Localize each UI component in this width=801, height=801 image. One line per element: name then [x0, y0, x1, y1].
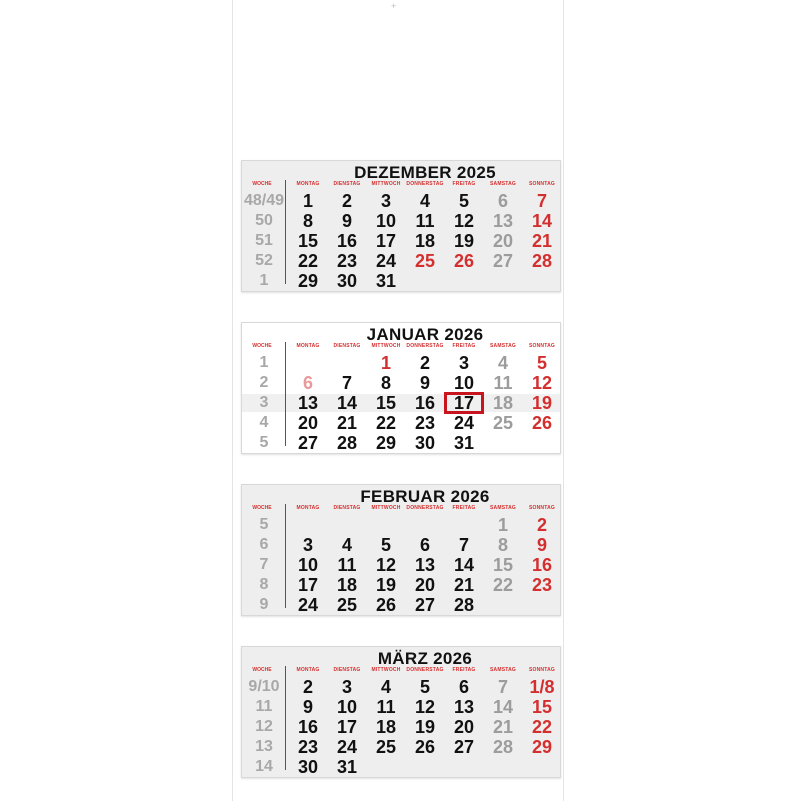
weekday-header: DONNERSTAG — [406, 181, 444, 187]
month-block — [241, 160, 561, 292]
day-cell: 5 — [380, 535, 391, 555]
day-cell: 2 — [341, 191, 352, 211]
week-number: 14 — [255, 758, 273, 775]
day-cell: 26 — [414, 737, 436, 757]
weekday-header: FREITAG — [452, 667, 476, 673]
day-cell: 21 — [336, 413, 358, 433]
day-cell: 28 — [531, 251, 553, 271]
day-cell: 14 — [531, 211, 553, 231]
weekday-header: SONNTAG — [528, 505, 556, 511]
weekday-header: SAMSTAG — [489, 343, 517, 349]
week-number: 9 — [259, 596, 269, 613]
day-cell: 18 — [492, 393, 514, 413]
day-cell: 26 — [453, 251, 475, 271]
day-cell: 23 — [336, 251, 358, 271]
day-cell: 8 — [497, 535, 508, 555]
date-marker-slider[interactable] — [444, 392, 484, 414]
day-cell: 3 — [302, 535, 313, 555]
week-number: 4 — [259, 414, 269, 431]
day-cell: 23 — [414, 413, 436, 433]
day-cell: 20 — [414, 575, 436, 595]
day-cell: 22 — [375, 413, 397, 433]
day-cell: 8 — [302, 211, 313, 231]
weekday-header: FREITAG — [452, 181, 476, 187]
day-cell: 31 — [453, 433, 475, 453]
weekday-header: SAMSTAG — [489, 181, 517, 187]
day-cell: 31 — [336, 757, 358, 777]
day-cell: 14 — [492, 697, 514, 717]
day-cell: 19 — [453, 231, 475, 251]
week-number: 9/10 — [248, 678, 280, 695]
day-cell: 31 — [375, 271, 397, 291]
day-cell: 14 — [453, 555, 475, 575]
day-cell: 24 — [336, 737, 358, 757]
day-cell: 24 — [297, 595, 319, 615]
day-cell: 5 — [536, 353, 547, 373]
day-cell: 6 — [419, 535, 430, 555]
day-cell: 1 — [302, 191, 313, 211]
day-cell: 3 — [380, 191, 391, 211]
day-cell: 2 — [302, 677, 313, 697]
day-cell: 5 — [419, 677, 430, 697]
day-cell: 16 — [336, 231, 358, 251]
day-cell: 1 — [497, 515, 508, 535]
month-title: DEZEMBER 2025 — [354, 163, 496, 182]
week-number: 52 — [255, 252, 273, 269]
week-separator-line — [285, 504, 286, 608]
weekday-header: MONTAG — [296, 667, 320, 673]
day-cell: 22 — [531, 717, 553, 737]
day-cell: 17 — [297, 575, 319, 595]
day-cell: 18 — [375, 717, 397, 737]
weekday-header: FREITAG — [452, 343, 476, 349]
day-cell: 30 — [336, 271, 358, 291]
weekday-header: DONNERSTAG — [406, 505, 444, 511]
hanger-hook-icon: + — [391, 1, 397, 11]
day-cell: 2 — [419, 353, 430, 373]
weekday-header: DIENSTAG — [333, 181, 361, 187]
day-cell: 7 — [341, 373, 352, 393]
weekday-header: FREITAG — [452, 505, 476, 511]
week-number: 48/49 — [244, 192, 285, 209]
week-column-header: WOCHE — [252, 181, 272, 187]
month-block — [241, 484, 561, 616]
day-cell: 11 — [415, 211, 435, 231]
day-cell: 19 — [531, 393, 553, 413]
day-cell: 11 — [493, 373, 513, 393]
day-cell: 15 — [531, 697, 553, 717]
week-number: 6 — [259, 536, 269, 553]
day-cell: 8 — [380, 373, 391, 393]
day-cell: 16 — [297, 717, 319, 737]
week-number: 13 — [255, 738, 273, 755]
day-cell: 23 — [297, 737, 319, 757]
day-cell: 6 — [458, 677, 469, 697]
day-cell: 30 — [297, 757, 319, 777]
week-column-header: WOCHE — [252, 343, 272, 349]
day-cell: 13 — [297, 393, 319, 413]
weekday-header: DIENSTAG — [333, 667, 361, 673]
day-cell: 27 — [492, 251, 514, 271]
day-cell: 25 — [336, 595, 358, 615]
day-cell: 1 — [380, 353, 391, 373]
month-title: JANUAR 2026 — [366, 325, 484, 344]
day-cell: 12 — [375, 555, 397, 575]
day-cell: 29 — [531, 737, 553, 757]
day-cell: 17 — [375, 231, 397, 251]
day-cell: 12 — [531, 373, 553, 393]
weekday-header: MONTAG — [296, 181, 320, 187]
day-cell: 11 — [376, 697, 396, 717]
month-block — [241, 322, 561, 454]
week-column-header: WOCHE — [252, 505, 272, 511]
week-number: 5 — [259, 434, 269, 451]
day-cell: 27 — [414, 595, 436, 615]
day-cell: 19 — [375, 575, 397, 595]
day-cell: 3 — [458, 353, 469, 373]
day-cell: 15 — [375, 393, 397, 413]
day-cell: 7 — [536, 191, 547, 211]
weekday-header: SONNTAG — [528, 343, 556, 349]
day-cell: 28 — [453, 595, 475, 615]
day-cell: 28 — [336, 433, 358, 453]
week-number: 8 — [259, 576, 269, 593]
day-cell: 1/8 — [529, 677, 555, 697]
day-cell: 11 — [337, 555, 357, 575]
day-cell: 16 — [414, 393, 436, 413]
day-cell: 20 — [453, 717, 475, 737]
day-cell: 9 — [419, 373, 430, 393]
month-title: FEBRUAR 2026 — [360, 487, 490, 506]
day-cell: 9 — [302, 697, 313, 717]
week-number: 11 — [255, 698, 273, 715]
month-block — [241, 646, 561, 778]
day-cell: 9 — [536, 535, 547, 555]
weekday-header: SONNTAG — [528, 181, 556, 187]
day-cell: 13 — [414, 555, 436, 575]
day-cell: 6 — [302, 373, 313, 393]
day-cell: 17 — [453, 393, 475, 413]
weekday-header: MONTAG — [296, 505, 320, 511]
day-cell: 24 — [453, 413, 475, 433]
day-cell: 4 — [497, 353, 508, 373]
day-cell: 12 — [414, 697, 436, 717]
day-cell: 17 — [336, 717, 358, 737]
week-separator-line — [285, 342, 286, 446]
month-title: MÄRZ 2026 — [377, 649, 473, 668]
day-cell: 4 — [341, 535, 352, 555]
day-cell: 4 — [380, 677, 391, 697]
day-cell: 9 — [341, 211, 352, 231]
day-cell: 12 — [453, 211, 475, 231]
week-separator-line — [285, 180, 286, 284]
day-cell: 21 — [531, 231, 553, 251]
week-number: 50 — [255, 212, 273, 229]
weekday-header: MITTWOCH — [371, 343, 401, 349]
day-cell: 20 — [297, 413, 319, 433]
day-cell: 26 — [531, 413, 553, 433]
day-cell: 15 — [492, 555, 514, 575]
week-number: 3 — [259, 394, 269, 411]
weekday-header: MITTWOCH — [371, 667, 401, 673]
day-cell: 7 — [458, 535, 469, 555]
week-number: 1 — [259, 272, 269, 289]
week-column-header: WOCHE — [252, 667, 272, 673]
day-cell: 19 — [414, 717, 436, 737]
weekday-header: DIENSTAG — [333, 343, 361, 349]
day-cell: 26 — [375, 595, 397, 615]
weekday-header: MITTWOCH — [371, 505, 401, 511]
week-number: 2 — [259, 374, 269, 391]
day-cell: 4 — [419, 191, 430, 211]
day-cell: 22 — [492, 575, 514, 595]
day-cell: 18 — [414, 231, 436, 251]
week-number: 1 — [259, 354, 269, 371]
day-cell: 13 — [492, 211, 514, 231]
day-cell: 29 — [297, 271, 319, 291]
day-cell: 16 — [531, 555, 553, 575]
day-cell: 13 — [453, 697, 475, 717]
week-separator-line — [285, 666, 286, 770]
week-number: 7 — [259, 556, 269, 573]
weekday-header: DONNERSTAG — [406, 667, 444, 673]
day-cell: 14 — [336, 393, 358, 413]
day-cell: 29 — [375, 433, 397, 453]
weekday-header: MITTWOCH — [371, 181, 401, 187]
day-cell: 5 — [458, 191, 469, 211]
day-cell: 10 — [375, 211, 397, 231]
week-number: 12 — [255, 718, 273, 735]
day-cell: 18 — [336, 575, 358, 595]
weekday-header: SAMSTAG — [489, 667, 517, 673]
week-number: 5 — [259, 516, 269, 533]
weekday-header: DIENSTAG — [333, 505, 361, 511]
day-cell: 10 — [453, 373, 475, 393]
day-cell: 23 — [531, 575, 553, 595]
day-cell: 27 — [453, 737, 475, 757]
day-cell: 28 — [492, 737, 514, 757]
day-cell: 27 — [297, 433, 319, 453]
day-cell: 20 — [492, 231, 514, 251]
day-cell: 25 — [492, 413, 514, 433]
day-cell: 15 — [297, 231, 319, 251]
weekday-header: MONTAG — [296, 343, 320, 349]
day-cell: 25 — [375, 737, 397, 757]
day-cell: 6 — [497, 191, 508, 211]
weekday-header: SONNTAG — [528, 667, 556, 673]
weekday-header: SAMSTAG — [489, 505, 517, 511]
day-cell: 3 — [341, 677, 352, 697]
day-cell: 2 — [536, 515, 547, 535]
weekday-header: DONNERSTAG — [406, 343, 444, 349]
day-cell: 7 — [497, 677, 508, 697]
day-cell: 21 — [453, 575, 475, 595]
day-cell: 10 — [297, 555, 319, 575]
day-cell: 30 — [414, 433, 436, 453]
week-number: 51 — [255, 232, 273, 249]
day-cell: 10 — [336, 697, 358, 717]
day-cell: 22 — [297, 251, 319, 271]
day-cell: 25 — [414, 251, 436, 271]
day-cell: 21 — [492, 717, 514, 737]
day-cell: 24 — [375, 251, 397, 271]
